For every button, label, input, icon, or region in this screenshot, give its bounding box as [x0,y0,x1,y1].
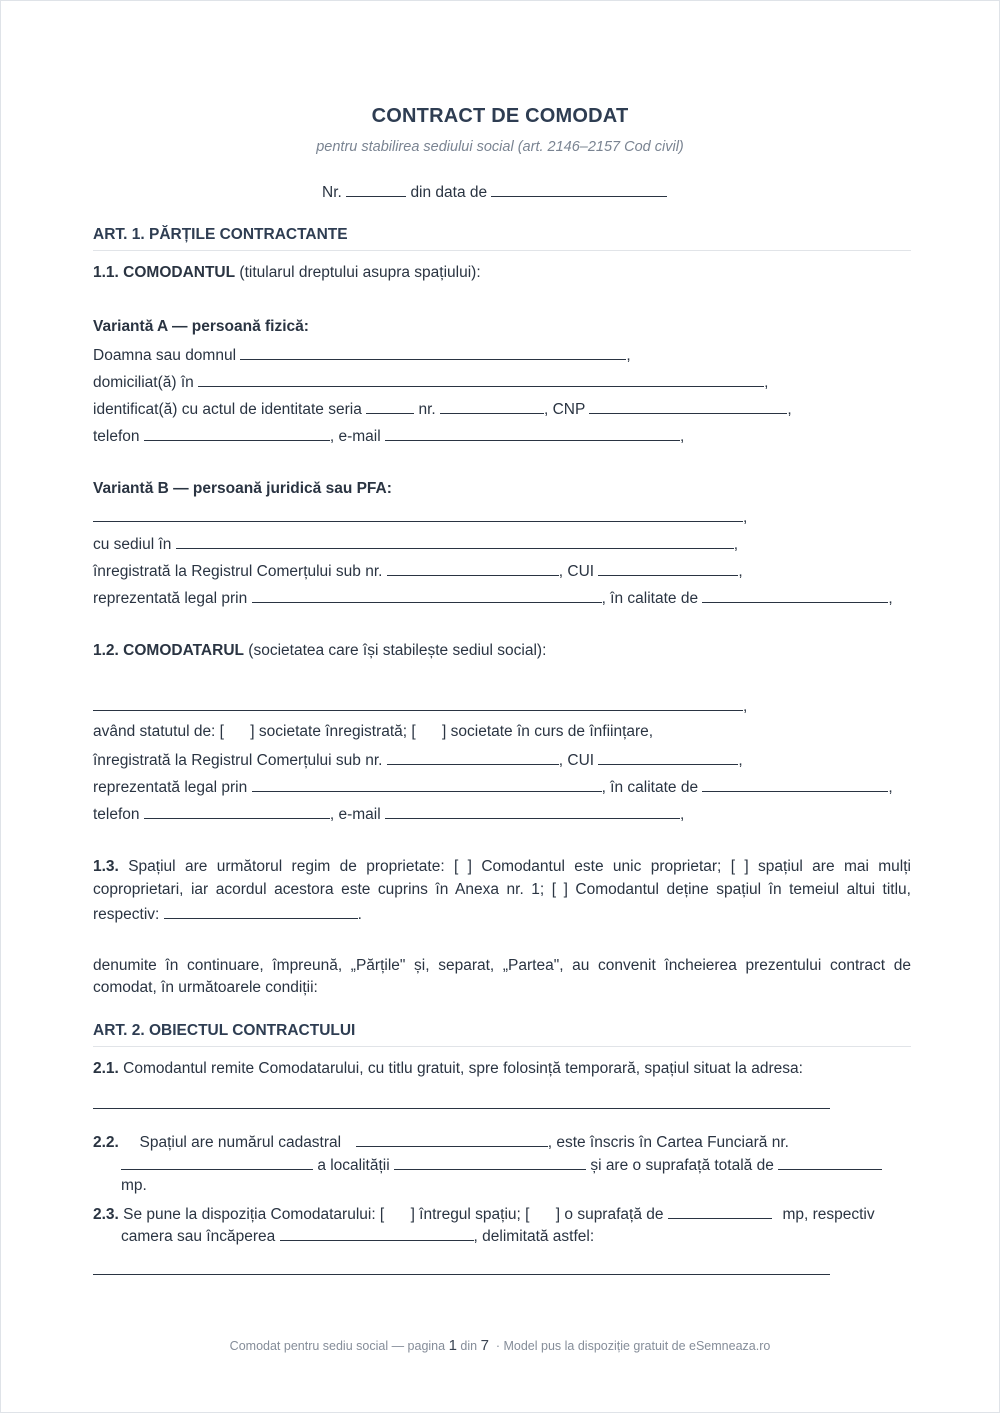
art1-heading: ART. 1. PĂRȚILE CONTRACTANTE [93,226,348,243]
comodatar-reg-blank[interactable] [387,749,559,765]
variant-a-title: Variantă A — persoană fizică: [93,318,309,335]
footer-page-number: 1 [448,1337,457,1354]
sqm-respectively-label: mp, respectiv [782,1206,875,1223]
comodatar-email-label: , e-mail [329,806,381,823]
page-footer [1,1337,999,1354]
variant-b-title: Variantă B — persoană juridică sau PFA: [93,480,392,497]
variant-a-heading [93,317,309,337]
domicile-blank[interactable] [198,371,764,387]
comodatar-capacity-label: , în calitate de [601,779,699,796]
reg-label: înregistrată la Registrul Comerțului sub nr. [93,563,383,580]
comodatar-name-line: , [93,695,747,717]
p13-text-1: Spațiul are următorul regim de proprietate: [ ] Comodantul este unic proprietar; [ ] spațiul are mai mulți [128,858,911,875]
variant-b-heading [93,479,392,499]
varB-reg-line: înregistrată la Registrul Comerțului sub nr. , CUI , [93,560,743,582]
comodatar-reg-label: înregistrată la Registrul Comerțului sub nr. [93,752,383,769]
varB-rep-line: reprezentată legal prin , în calitate de , [93,587,893,609]
date-label: din data de [410,184,488,201]
option-registered-label: ] societate înregistrată; [ [250,723,416,740]
p23-label: 2.3. [93,1206,119,1223]
p12-text: (societatea care își stabilește sediul social): [248,642,547,659]
document-subtitle: pentru stabilirea sediului social (art. 2146–2157 Cod civil) [316,139,684,155]
id-nr-blank[interactable] [440,398,544,414]
domicile-label: domiciliat(ă) în [93,374,194,391]
footer-of-text: din [460,1339,478,1353]
p12-label: 1.2. COMODATARUL [93,642,244,659]
address-blank[interactable] [93,1093,830,1109]
cui-blank[interactable] [598,560,738,576]
intro-line2: comodat, în următoarele condiții: [93,979,318,996]
comodatar-rep-label: reprezentată legal prin [93,779,248,796]
name-blank[interactable] [240,344,626,360]
comodatar-phone-blank[interactable] [144,803,330,819]
p21-text: Comodantul remite Comodatarului, cu titlu gratuit, spre folosință temporară, spațiul situat la adresa: [123,1060,803,1077]
p23-line1 [93,1203,875,1225]
company-name-blank[interactable] [93,506,743,522]
p13-other-title-label: respectiv: [93,906,160,923]
cadastral-blank[interactable] [356,1131,548,1147]
footer-total-pages: 7 [480,1337,489,1354]
p13-line2: coproprietari, iar acordul acestora este cuprins în Anexa nr. 1; [ ] Comodantul deține spațiul în temeiul altui titlu, [93,881,911,898]
p11-label: 1.1. COMODANTUL [93,264,236,281]
date-blank[interactable] [491,181,667,197]
delimited-label: , delimitată astfel: [473,1228,595,1245]
phone-label: telefon [93,428,140,445]
delimitation-line [93,1259,830,1281]
p21-line [93,1059,803,1079]
partial-area-blank[interactable] [668,1203,772,1219]
comodatar-rep-blank[interactable] [252,776,602,792]
p23-intro: Se pune la dispoziția Comodatarului: [ [123,1206,385,1223]
comodatar-contact-line: telefon , e-mail , [93,803,684,825]
varA-id-line: identificat(ă) cu actul de identitate seria nr. , CNP , [93,398,792,420]
total-area-blank[interactable] [778,1154,882,1170]
comodatar-rep-line: reprezentată legal prin , în calitate de , [93,776,893,798]
varA-name-line: Doamna sau domnul , [93,344,631,366]
p11-line [93,263,481,283]
locality-label: a localității [317,1157,390,1174]
art2-rule [93,1046,911,1047]
other-title-blank[interactable] [164,903,358,919]
land-register-label: , este înscris în Cartea Funciară nr. [547,1134,789,1151]
id-series-blank[interactable] [366,398,414,414]
status-label: având statutul de: [ [93,723,224,740]
name-label: Doamna sau domnul [93,347,237,364]
comodatar-cui-label: , CUI [558,752,595,769]
address-line [93,1093,830,1115]
comodatar-status-line [93,722,653,742]
email-label: , e-mail [329,428,381,445]
reg-blank[interactable] [387,560,559,576]
p13-label: 1.3. [93,858,119,875]
room-blank[interactable] [280,1225,474,1241]
varA-domicile-line: domiciliat(ă) în , [93,371,768,393]
whole-space-label: ] întregul spațiu; [ [410,1206,530,1223]
partial-area-label: ] o suprafață de [555,1206,664,1223]
intro-line1: denumite în continuare, împreună, „Părțile" și, separat, „Partea", au convenit încheierea prezentului contract de [93,957,911,974]
cnp-blank[interactable] [589,398,787,414]
art2-heading: ART. 2. OBIECTUL CONTRACTULUI [93,1022,356,1039]
varB-seat-line: cu sediul în , [93,533,738,555]
phone-blank[interactable] [144,425,330,441]
email-blank[interactable] [385,425,680,441]
footer-left-text: Comodat pentru sediu social — pagina [229,1339,446,1353]
p23-line2 [121,1225,594,1247]
p13-line3: respectiv: . [93,903,362,925]
comodatar-capacity-blank[interactable] [702,776,888,792]
p22-label: 2.2. [93,1134,119,1151]
option-in-formation-label: ] societate în curs de înființare, [442,723,654,740]
comodatar-phone-label: telefon [93,806,140,823]
cnp-label: , CNP [544,401,586,418]
varA-contact-line: telefon , e-mail , [93,425,684,447]
art1-rule [93,250,911,251]
cadastral-label: Spațiul are numărul cadastral [139,1134,342,1151]
id-nr-label: nr. [418,401,436,418]
locality-blank[interactable] [394,1154,586,1170]
p12-line [93,641,546,661]
p22-line1 [93,1131,911,1153]
room-label: camera sau încăperea [121,1228,276,1245]
p21-label: 2.1. [93,1060,119,1077]
nr-label: Nr. [322,184,342,201]
capacity-label: , în calitate de [601,590,699,607]
comodatar-cui-blank[interactable] [598,749,738,765]
rep-blank[interactable] [252,587,602,603]
comodatar-reg-line: înregistrată la Registrul Comerțului sub nr. , CUI , [93,749,743,771]
nr-blank[interactable] [346,181,406,197]
document-title: CONTRACT DE COMODAT [371,105,629,127]
cui-label: , CUI [558,563,595,580]
p22-line3: mp. [121,1177,147,1194]
p11-text: (titularul dreptului asupra spațiului): [239,264,481,281]
footer-right-text: · Model pus la dispoziție gratuit de eSemneaza.ro [495,1339,771,1353]
id-series-label: identificat(ă) cu actul de identitate seria [93,401,362,418]
p22-line2 [121,1154,882,1176]
comodatar-email-blank[interactable] [385,803,680,819]
land-register-blank[interactable] [121,1154,313,1170]
capacity-blank[interactable] [702,587,888,603]
seat-blank[interactable] [176,533,734,549]
varB-name-line: , [93,506,747,528]
seat-label: cu sediul în [93,536,172,553]
rep-label: reprezentată legal prin [93,590,248,607]
comodatar-name-blank[interactable] [93,695,743,711]
p13-line1 [93,857,911,877]
contract-number-line [322,181,667,203]
total-area-label: și are o suprafață totală de [590,1157,774,1174]
delimitation-blank[interactable] [93,1259,830,1275]
